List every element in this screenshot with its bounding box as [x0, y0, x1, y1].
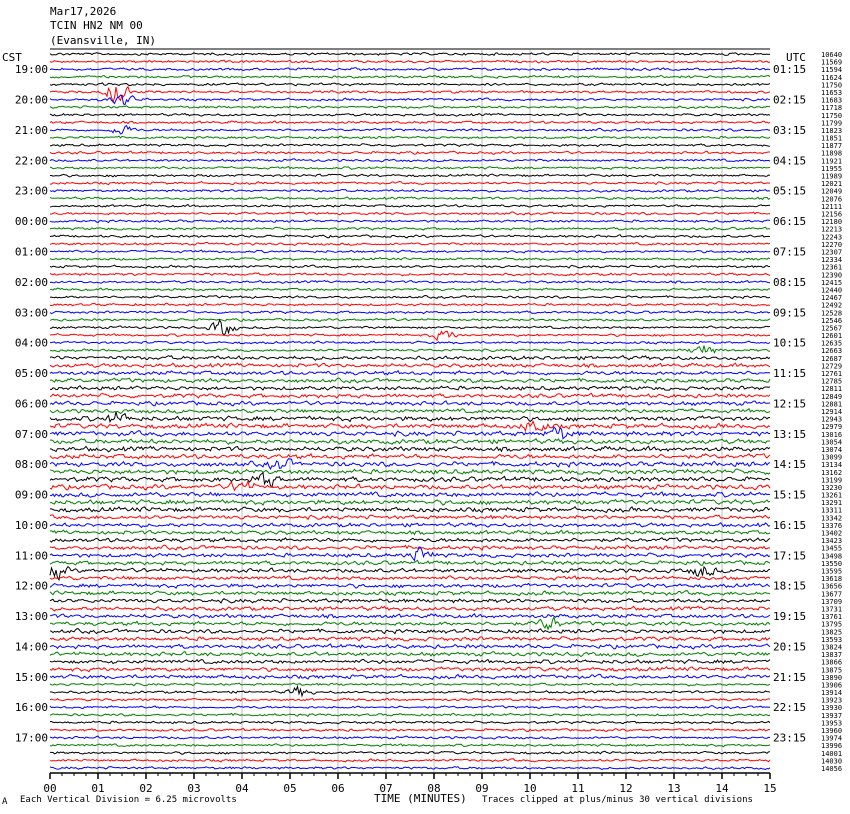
left-time-label: 23:00	[14, 184, 48, 198]
trace-count-label: 12687	[821, 354, 843, 363]
trace-count-label: 11750	[821, 111, 843, 120]
trace-line	[50, 698, 770, 701]
trace-line	[50, 667, 770, 672]
trace-line	[50, 644, 770, 649]
trace-line	[50, 469, 770, 474]
right-time-label: 16:15	[773, 518, 807, 532]
trace-count-label: 12811	[821, 385, 843, 394]
trace-count-label: 13923	[821, 696, 843, 705]
trace-count-label: 12049	[821, 187, 843, 196]
trace-count-label: 13731	[821, 605, 843, 614]
trace-line	[50, 606, 770, 611]
right-time-label: 01:15	[773, 63, 807, 77]
right-time-label: 07:15	[773, 245, 807, 259]
left-time-label: 20:00	[14, 93, 48, 107]
trace-count-label: 11823	[821, 126, 843, 135]
trace-count-label: 13875	[821, 666, 843, 675]
trace-count-label: 11898	[821, 149, 843, 158]
x-tick-label: 06	[331, 782, 345, 795]
trace-count-label: 13795	[821, 620, 843, 629]
trace-line	[50, 126, 770, 134]
right-time-label: 04:15	[773, 154, 807, 168]
trace-count-label: 11718	[821, 104, 843, 113]
trace-count-label: 12528	[821, 309, 843, 318]
trace-count-label: 13709	[821, 597, 843, 606]
trace-count-label: 13074	[821, 445, 843, 454]
trace-line	[50, 393, 770, 398]
trace-line	[50, 751, 770, 754]
trace-line	[50, 53, 770, 56]
trace-line	[50, 212, 770, 215]
header-date: Mar17,2026	[50, 5, 117, 18]
trace-count-label: 11955	[821, 164, 843, 173]
x-tick-label: 00	[43, 782, 57, 795]
trace-line	[50, 363, 770, 368]
trace-count-label: 13376	[821, 521, 843, 530]
clip-note: Traces clipped at plus/minus 30 vertical divisions	[482, 795, 753, 805]
trace-count-label: 13677	[821, 590, 843, 599]
trace-count-label: 12270	[821, 240, 843, 249]
left-time-label: 04:00	[14, 336, 48, 350]
trace-line	[50, 136, 770, 139]
trace-line	[50, 83, 770, 86]
trace-count-label: 12307	[821, 248, 843, 257]
right-time-label: 02:15	[773, 93, 807, 107]
trace-line	[50, 60, 770, 63]
left-time-label: 02:00	[14, 275, 48, 289]
right-time-label: 06:15	[773, 215, 807, 229]
trace-line	[50, 288, 770, 291]
trace-count-label: 12785	[821, 377, 843, 386]
trace-line	[50, 197, 770, 200]
left-time-label: 09:00	[14, 488, 48, 502]
right-time-label: 22:15	[773, 701, 807, 715]
x-tick-label: 05	[283, 782, 297, 795]
left-time-label: 13:00	[14, 610, 48, 624]
right-time-label: 05:15	[773, 184, 807, 198]
trace-line	[50, 538, 770, 542]
trace-count-label: 13311	[821, 506, 843, 515]
trace-count-label: 13906	[821, 681, 843, 690]
trace-count-label: 13953	[821, 719, 843, 728]
trace-count-label: 13099	[821, 453, 843, 462]
left-time-label: 08:00	[14, 458, 48, 472]
trace-line	[50, 576, 770, 580]
trace-line	[50, 95, 770, 105]
left-time-label: 19:00	[14, 63, 48, 77]
trace-count-label: 12914	[821, 408, 843, 416]
trace-line	[50, 386, 770, 391]
trace-line	[50, 473, 770, 488]
trace-line	[50, 227, 770, 230]
right-time-label: 12:15	[773, 397, 807, 411]
trace-line	[50, 736, 770, 739]
x-axis-title: TIME (MINUTES)	[374, 792, 467, 805]
trace-count-label: 12440	[821, 286, 843, 295]
trace-line	[50, 729, 770, 732]
right-time-label: 09:15	[773, 306, 807, 320]
trace-line	[50, 68, 770, 71]
trace-line	[50, 545, 770, 550]
left-time-label: 17:00	[14, 731, 48, 745]
trace-line	[50, 629, 770, 634]
trace-count-label: 13455	[821, 544, 843, 553]
trace-count-label: 12361	[821, 263, 843, 272]
trace-count-label: 11851	[821, 134, 843, 143]
trace-count-label: 12390	[821, 271, 843, 280]
trace-line	[50, 371, 770, 375]
left-time-label: 06:00	[14, 397, 48, 411]
right-time-label: 15:15	[773, 488, 807, 502]
trace-line	[50, 235, 770, 238]
trace-line	[50, 409, 770, 414]
left-time-label: 05:00	[14, 367, 48, 381]
left-time-label: 11:00	[14, 549, 48, 563]
trace-line	[50, 687, 770, 696]
trace-line	[50, 341, 770, 344]
trace-line	[50, 591, 770, 596]
trace-line	[50, 378, 770, 383]
x-tick-label: 04	[235, 782, 249, 795]
trace-count-label: 12729	[821, 362, 843, 371]
trace-count-label: 11569	[821, 58, 843, 67]
trace-count-label: 14001	[821, 749, 843, 758]
trace-count-label: 12761	[821, 370, 843, 379]
trace-count-label: 13866	[821, 658, 843, 667]
trace-line	[50, 744, 770, 747]
trace-line	[50, 492, 770, 497]
trace-count-label: 13930	[821, 704, 843, 713]
trace-line	[50, 767, 770, 770]
trace-line	[50, 144, 770, 147]
right-time-label: 13:15	[773, 427, 807, 441]
trace-line	[50, 331, 770, 340]
trace-line	[50, 265, 770, 268]
x-tick-label: 08	[427, 782, 441, 795]
trace-count-label: 11921	[821, 157, 843, 166]
left-time-label: 00:00	[14, 215, 48, 229]
trace-count-label: 13914	[821, 689, 843, 698]
trace-line	[50, 421, 770, 431]
trace-line	[50, 356, 770, 361]
trace-line	[50, 530, 770, 534]
x-tick-label: 07	[379, 782, 393, 795]
trace-line	[50, 250, 770, 253]
left-time-label: 12:00	[14, 579, 48, 593]
trace-count-label: 12943	[821, 415, 843, 424]
x-tick-label: 10	[523, 782, 537, 795]
left-time-label: 01:00	[14, 245, 48, 259]
trace-count-label: 13974	[821, 734, 843, 743]
trace-line	[50, 303, 770, 306]
trace-line	[50, 167, 770, 170]
trace-count-label: 13837	[821, 651, 843, 660]
left-time-label: 14:00	[14, 640, 48, 654]
left-time-label: 15:00	[14, 670, 48, 684]
trace-line	[50, 759, 770, 762]
trace-count-label: 11683	[821, 96, 843, 105]
trace-count-label: 12663	[821, 347, 843, 356]
left-time-label: 10:00	[14, 518, 48, 532]
trace-line	[50, 560, 770, 565]
trace-line	[50, 182, 770, 185]
trace-line	[50, 500, 770, 506]
trace-line	[50, 459, 770, 469]
trace-count-label: 13402	[821, 529, 843, 538]
trace-line	[50, 659, 770, 663]
right-time-label: 18:15	[773, 579, 807, 593]
trace-count-label: 12492	[821, 301, 843, 310]
seismic-traces	[50, 53, 770, 770]
trace-count-label: 13342	[821, 514, 843, 523]
trace-count-label: 13016	[821, 430, 843, 439]
trace-count-label: 12243	[821, 233, 843, 242]
trace-count-label: 13824	[821, 643, 843, 652]
trace-count-label: 12467	[821, 294, 843, 303]
trace-count-label: 12601	[821, 332, 843, 341]
trace-count-label: 13618	[821, 575, 843, 584]
x-tick-label: 02	[139, 782, 153, 795]
right-time-label: 23:15	[773, 731, 807, 745]
right-timezone-label: UTC	[786, 51, 806, 64]
trace-count-label: 12567	[821, 324, 843, 333]
trace-count-label: 13230	[821, 483, 843, 492]
trace-count-label: 13423	[821, 537, 843, 546]
trace-line	[50, 721, 770, 724]
trace-count-label: 13134	[821, 461, 843, 470]
x-tick-label: 01	[91, 782, 105, 795]
trace-count-label: 12415	[821, 278, 843, 287]
x-tick-label: 09	[475, 782, 489, 795]
trace-line	[50, 311, 770, 314]
trace-count-label: 13291	[821, 499, 843, 508]
trace-line	[50, 106, 770, 109]
trace-line	[50, 320, 770, 335]
trace-count-label: 11799	[821, 119, 843, 128]
x-tick-label: 15	[763, 782, 777, 795]
trace-count-label: 14030	[821, 757, 843, 766]
trace-count-label: 11989	[821, 172, 843, 181]
trace-count-label: 12213	[821, 225, 843, 234]
trace-line	[50, 481, 770, 490]
trace-count-label: 14056	[821, 765, 843, 773]
trace-count-label: 13937	[821, 711, 843, 720]
trace-count-label: 12334	[821, 256, 843, 265]
trace-count-label: 13996	[821, 742, 843, 751]
left-time-label: 07:00	[14, 427, 48, 441]
trace-line	[50, 113, 770, 116]
trace-count-label: 11653	[821, 88, 843, 97]
corner-mark: A	[2, 797, 8, 807]
trace-line	[50, 583, 770, 588]
trace-count-label: 12881	[821, 400, 843, 409]
left-time-label: 22:00	[14, 154, 48, 168]
trace-count-label: 13890	[821, 673, 843, 682]
trace-count-label: 12849	[821, 392, 843, 401]
trace-line	[50, 427, 770, 439]
header-station: TCIN HN2 NM 00	[50, 19, 143, 32]
trace-count-label: 12111	[821, 202, 843, 211]
trace-count-label: 13593	[821, 635, 843, 644]
trace-count-label: 13498	[821, 552, 843, 561]
trace-line	[50, 454, 770, 459]
trace-line	[50, 515, 770, 520]
trace-count-label: 13162	[821, 468, 843, 477]
right-time-label: 10:15	[773, 336, 807, 350]
trace-count-label: 11750	[821, 81, 843, 90]
trace-line	[50, 76, 770, 79]
x-tick-label: 11	[571, 782, 585, 795]
right-time-label: 17:15	[773, 549, 807, 563]
trace-count-label: 12546	[821, 316, 843, 325]
right-time-label: 03:15	[773, 123, 807, 137]
left-time-label: 21:00	[14, 123, 48, 137]
trace-line	[50, 446, 770, 452]
trace-count-label: 12979	[821, 423, 843, 432]
trace-line	[50, 439, 770, 445]
trace-line	[50, 220, 770, 223]
right-time-label: 19:15	[773, 610, 807, 624]
trace-line	[50, 281, 770, 284]
trace-line	[50, 296, 770, 299]
trace-count-label: 11877	[821, 142, 843, 151]
trace-count-label: 13199	[821, 476, 843, 485]
trace-count-label: 12021	[821, 180, 843, 189]
right-time-label: 08:15	[773, 275, 807, 289]
trace-line	[50, 599, 770, 603]
trace-line	[50, 412, 770, 422]
trace-line	[50, 205, 770, 208]
trace-count-label: 10640	[821, 51, 843, 59]
trace-count-label: 11624	[821, 73, 843, 82]
trace-line	[50, 637, 770, 642]
trace-line	[50, 346, 770, 353]
trace-line	[50, 706, 770, 709]
trace-count-label: 13054	[821, 438, 843, 447]
trace-count-label: 13960	[821, 727, 843, 736]
header-location: (Evansville, IN)	[50, 34, 156, 47]
trace-line	[50, 121, 770, 124]
trace-line	[50, 159, 770, 162]
scale-note: Each Vertical Division = 6.25 microvolts	[20, 795, 237, 805]
trace-line	[50, 258, 770, 261]
trace-line	[50, 189, 770, 192]
trace-count-label: 13550	[821, 559, 843, 568]
trace-line	[50, 523, 770, 528]
x-tick-label: 03	[187, 782, 201, 795]
trace-count-label: 11594	[821, 66, 843, 75]
left-time-label: 16:00	[14, 701, 48, 715]
right-time-label: 21:15	[773, 670, 807, 684]
trace-count-label: 13261	[821, 491, 843, 500]
trace-line	[50, 674, 770, 679]
trace-count-label: 12156	[821, 210, 843, 219]
left-time-label: 03:00	[14, 306, 48, 320]
right-time-label: 11:15	[773, 367, 807, 381]
trace-line	[50, 652, 770, 657]
trace-line	[50, 151, 770, 154]
trace-count-label: 13761	[821, 613, 843, 622]
trace-line	[50, 242, 770, 245]
x-tick-label: 14	[715, 782, 729, 795]
trace-line	[50, 401, 770, 406]
trace-count-label: 13595	[821, 567, 843, 576]
trace-count-label: 12180	[821, 218, 843, 227]
trace-count-label: 12635	[821, 339, 843, 348]
trace-count-label: 12076	[821, 195, 843, 204]
trace-line	[50, 318, 770, 321]
x-tick-label: 12	[619, 782, 633, 795]
trace-line	[50, 713, 770, 716]
right-time-label: 20:15	[773, 640, 807, 654]
trace-line	[50, 174, 770, 177]
trace-line	[50, 617, 770, 629]
left-timezone-label: CST	[2, 51, 22, 64]
x-tick-label: 13	[667, 782, 681, 795]
trace-line	[50, 507, 770, 513]
trace-count-label: 13825	[821, 628, 843, 637]
trace-line	[50, 614, 770, 618]
trace-line	[50, 273, 770, 276]
trace-count-label: 13656	[821, 582, 843, 591]
right-time-label: 14:15	[773, 458, 807, 472]
trace-line	[50, 683, 770, 686]
